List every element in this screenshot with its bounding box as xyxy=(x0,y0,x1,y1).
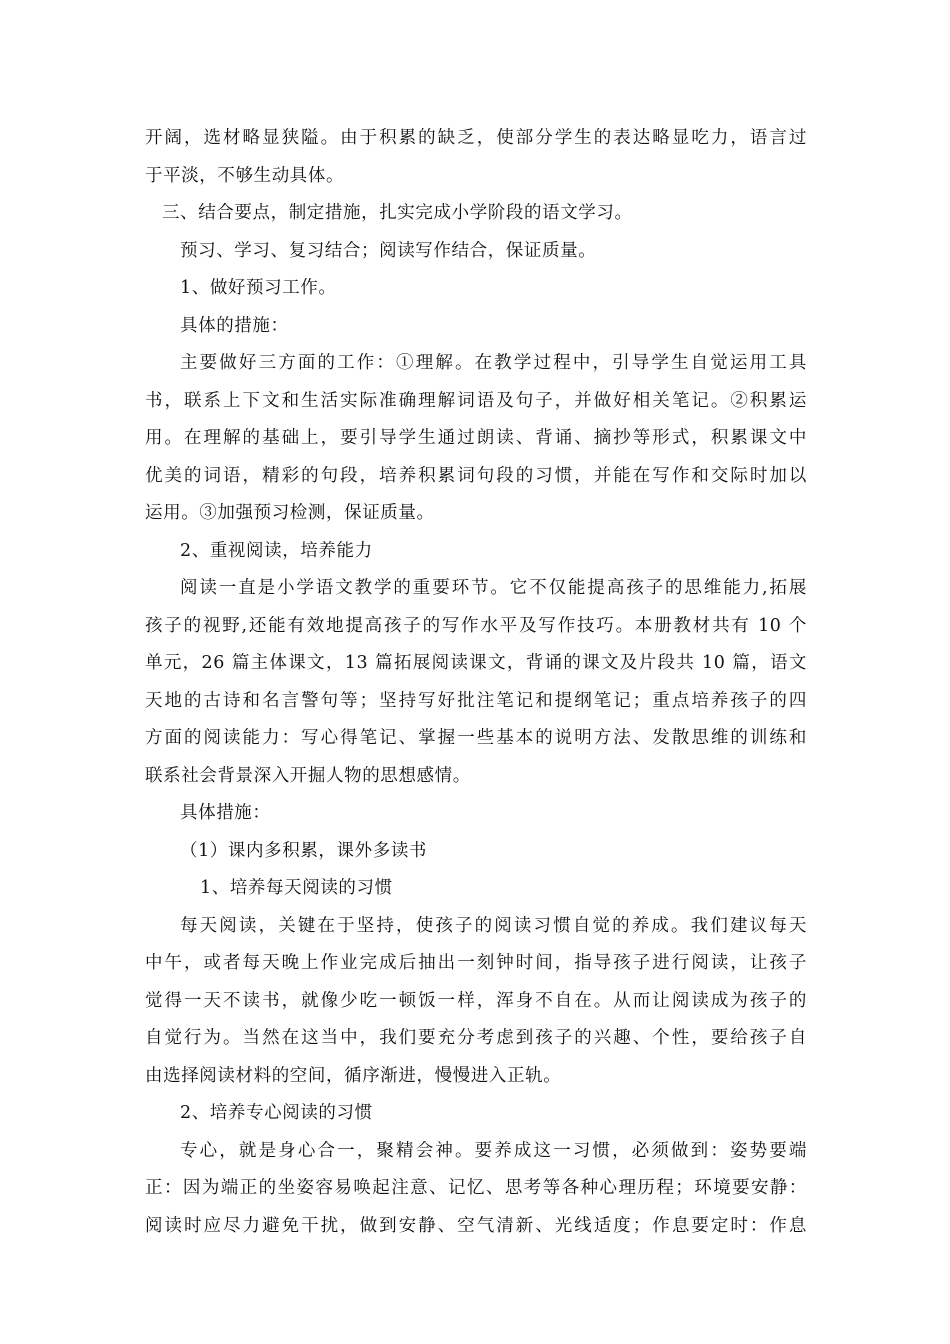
text-line: 于平淡，不够生动具体。 xyxy=(145,165,345,186)
text-line: 阅读时应尽力避免干扰，做到安静、空气清新、光线适度；作息要定时：作息 xyxy=(145,1215,807,1236)
text-line: 书，联系上下文和生活实际准确理解词语及句子，并做好相关笔记。②积累运 xyxy=(145,390,807,411)
text-line: 由选择阅读材料的空间，循序渐进，慢慢进入正轨。 xyxy=(145,1065,562,1086)
text-line: 阅读一直是小学语文教学的重要环节。它不仅能提高孩子的思维能力,拓展 xyxy=(180,578,807,598)
text-line: 2、重视阅读，培养能力 xyxy=(180,540,373,561)
text-line: 觉得一天不读书，就像少吃一顿饭一样，浑身不自在。从而让阅读成为孩子的 xyxy=(145,990,807,1011)
text-line: 专心，就是身心合一，聚精会神。要养成这一习惯，必须做到：姿势要端 xyxy=(180,1140,807,1161)
text-line: （1）课内多积累，课外多读书 xyxy=(180,840,428,861)
text-line: 具体的措施： xyxy=(180,315,289,336)
text-line: 孩子的视野,还能有效地提高孩子的写作水平及写作技巧。本册教材共有 10 个 xyxy=(145,615,807,636)
text-line: 2、培养专心阅读的习惯 xyxy=(180,1103,373,1123)
text-line: 具体措施： xyxy=(180,803,271,823)
text-line: 三、结合要点，制定措施，扎实完成小学阶段的语文学习。 xyxy=(162,203,633,223)
text-line: 优美的词语，精彩的句段，培养积累词句段的习惯，并能在写作和交际时加以 xyxy=(145,465,807,486)
text-line: 天地的古诗和名言警句等；坚持写好批注笔记和提纲笔记；重点培养孩子的四 xyxy=(145,690,807,711)
text-line: 单元，26 篇主体课文，13 篇拓展阅读课文，背诵的课文及片段共 10 篇，语文 xyxy=(145,653,807,673)
text-line: 开阔，选材略显狭隘。由于积累的缺乏，使部分学生的表达略显吃力，语言过 xyxy=(145,128,807,148)
text-line: 自觉行为。当然在这当中，我们要充分考虑到孩子的兴趣、个性，要给孩子自 xyxy=(145,1028,807,1048)
text-line: 联系社会背景深入开掘人物的思想感情。 xyxy=(145,765,471,786)
text-line: 正：因为端正的坐姿容易唤起注意、记忆、思考等各种心理历程；环境要安静： xyxy=(145,1178,807,1198)
text-line: 预习、学习、复习结合；阅读写作结合，保证质量。 xyxy=(180,240,597,261)
text-line: 用。在理解的基础上，要引导学生通过朗读、背诵、摘抄等形式，积累课文中 xyxy=(145,428,807,448)
text-line: 1、做好预习工作。 xyxy=(180,278,337,298)
text-line: 主要做好三方面的工作：①理解。在教学过程中，引导学生自觉运用工具 xyxy=(180,353,807,373)
text-line: 运用。③加强预习检测，保证质量。 xyxy=(145,503,435,523)
text-line: 每天阅读，关键在于坚持，使孩子的阅读习惯自觉的养成。我们建议每天 xyxy=(180,915,807,936)
document-body xyxy=(145,120,807,1245)
text-line: 中午，或者每天晚上作业完成后抽出一刻钟时间，指导孩子进行阅读，让孩子 xyxy=(145,953,807,973)
text-line: 1、培养每天阅读的习惯 xyxy=(200,878,393,898)
text-line: 方面的阅读能力：写心得笔记、掌握一些基本的说明方法、发散思维的训练和 xyxy=(145,728,807,748)
